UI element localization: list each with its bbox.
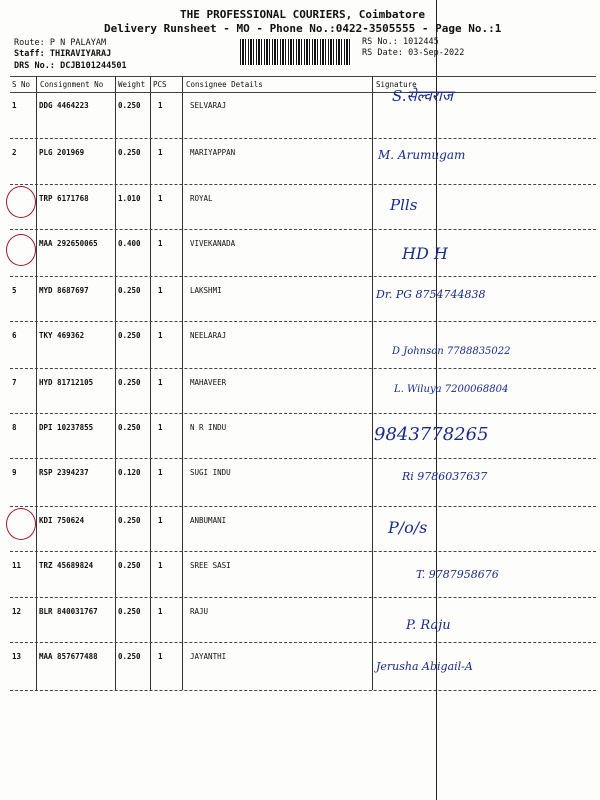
row-signature: P. Raju	[406, 618, 451, 633]
col-weight: Weight	[118, 80, 146, 89]
row-signature: M. Arumugam	[378, 148, 466, 162]
row-weight: 0.250	[118, 607, 141, 616]
table-top-rule	[10, 76, 596, 77]
row-consignment-no: MAA 292650065	[39, 239, 98, 248]
row-divider	[10, 229, 596, 230]
staff-value: THIRAVIYARAJ	[49, 49, 112, 59]
row-weight: 0.250	[118, 101, 141, 110]
row-pcs: 1	[158, 516, 163, 525]
row-weight: 0.250	[118, 378, 141, 387]
row-sno: 5	[12, 286, 17, 295]
table-header-rule	[10, 92, 596, 93]
barcode	[240, 39, 352, 65]
row-pcs: 1	[158, 607, 163, 616]
row-consignment-no: KDI 750624	[39, 516, 85, 525]
rs-no-value: 1012445	[402, 37, 439, 47]
row-consignee: VIVEKANADA	[190, 239, 236, 248]
row-weight: 0.250	[118, 561, 141, 570]
col-consignment: Consignment No	[40, 80, 104, 89]
row-signature: HD H	[402, 244, 448, 263]
row-consignment-no: TRP 6171768	[39, 194, 89, 203]
row-weight: 0.120	[118, 468, 141, 477]
row-pcs: 1	[158, 378, 163, 387]
pen-circle-mark	[6, 508, 36, 540]
col-consignee: Consignee Details	[186, 80, 263, 89]
drs-label: DRS No.:	[14, 61, 55, 71]
rs-date-label: RS Date:	[362, 48, 403, 58]
row-consignee: MARIYAPPAN	[190, 148, 236, 157]
table-bottom-rule	[10, 690, 596, 691]
drs-line	[14, 61, 127, 71]
row-consignment-no: PLG 201969	[39, 148, 85, 157]
route-line	[14, 38, 106, 48]
row-divider	[10, 276, 596, 277]
row-pcs: 1	[158, 561, 163, 570]
row-consignee: MAHAVEER	[190, 378, 227, 387]
row-pcs: 1	[158, 652, 163, 661]
row-consignment-no: RSP 2394237	[39, 468, 89, 477]
row-divider	[10, 642, 596, 643]
row-weight: 0.250	[118, 652, 141, 661]
staff-label: Staff:	[14, 49, 45, 59]
row-consignment-no: TRZ 45689824	[39, 561, 94, 570]
row-pcs: 1	[158, 148, 163, 157]
rs-date-line	[362, 48, 464, 58]
row-weight: 0.250	[118, 148, 141, 157]
rs-no-line	[362, 37, 439, 47]
col-pcs: PCS	[153, 80, 167, 89]
row-consignee: ROYAL	[190, 194, 213, 203]
col-signature: Signature	[376, 80, 417, 89]
row-consignee: RAJU	[190, 607, 209, 616]
row-consignment-no: HYD 81712105	[39, 378, 94, 387]
route-label: Route:	[14, 38, 45, 48]
row-sno: 1	[12, 101, 17, 110]
row-sno: 12	[12, 607, 22, 616]
rs-no-label: RS No.:	[362, 37, 398, 47]
row-divider	[10, 551, 596, 552]
row-signature: D Johnson 7788835022	[392, 346, 511, 357]
row-weight: 0.250	[118, 516, 141, 525]
row-consignee: NEELARAJ	[190, 331, 227, 340]
row-pcs: 1	[158, 101, 163, 110]
row-signature: 9843778265	[374, 424, 489, 445]
row-consignee: SUGI INDU	[190, 468, 231, 477]
row-pcs: 1	[158, 423, 163, 432]
row-signature: T. 9787958676	[416, 568, 499, 581]
vertical-fold-line	[436, 0, 437, 800]
row-consignment-no: BLR 840031767	[39, 607, 98, 616]
row-pcs: 1	[158, 286, 163, 295]
row-divider	[10, 138, 596, 139]
col-sno: S No	[12, 80, 31, 89]
row-consignee: N R INDU	[190, 423, 227, 432]
row-consignee: LAKSHMI	[190, 286, 222, 295]
row-sno: 2	[12, 148, 17, 157]
row-weight: 0.250	[118, 423, 141, 432]
pen-circle-mark	[6, 186, 36, 218]
row-sno: 9	[12, 468, 17, 477]
row-divider	[10, 506, 596, 507]
row-consignment-no: MYD 8687697	[39, 286, 89, 295]
row-signature: S.सेल्वराज	[392, 87, 453, 105]
row-weight: 0.250	[118, 331, 141, 340]
row-pcs: 1	[158, 468, 163, 477]
row-consignee: JAYANTHI	[190, 652, 227, 661]
row-consignment-no: DDG 4464223	[39, 101, 89, 110]
row-sno: 8	[12, 423, 17, 432]
row-signature: Dr. PG 8754744838	[376, 288, 486, 301]
row-signature: Ri 9786037637	[402, 470, 488, 483]
row-divider	[10, 184, 596, 185]
row-divider	[10, 321, 596, 322]
row-weight: 0.250	[118, 286, 141, 295]
row-pcs: 1	[158, 239, 163, 248]
company-title: THE PROFESSIONAL COURIERS, Coimbatore	[180, 8, 426, 21]
row-consignment-no: MAA 857677488	[39, 652, 98, 661]
staff-line	[14, 49, 111, 59]
row-sno: 6	[12, 331, 17, 340]
row-consignee: SREE SASI	[190, 561, 231, 570]
row-pcs: 1	[158, 194, 163, 203]
pen-circle-mark	[6, 234, 36, 266]
row-pcs: 1	[158, 331, 163, 340]
row-signature: Jerusha Abigail-A	[376, 660, 473, 673]
rs-date-value: 03-Sep-2022	[408, 48, 465, 58]
row-sno: 11	[12, 561, 22, 570]
drs-value: DCJB101244501	[60, 61, 127, 71]
row-signature: Plls	[390, 196, 418, 214]
row-consignee: SELVARAJ	[190, 101, 227, 110]
row-consignee: ANBUMANI	[190, 516, 227, 525]
row-signature: L. Wiluya 7200068804	[394, 384, 509, 395]
route-value: P N PALAYAM	[49, 38, 107, 48]
row-divider	[10, 368, 596, 369]
row-sno: 7	[12, 378, 17, 387]
row-consignment-no: TKY 469362	[39, 331, 85, 340]
row-divider	[10, 597, 596, 598]
row-sno: 13	[12, 652, 22, 661]
row-divider	[10, 458, 596, 459]
row-weight: 1.010	[118, 194, 141, 203]
row-signature: P/o/s	[388, 518, 428, 537]
row-consignment-no: DPI 10237855	[39, 423, 94, 432]
runsheet-subtitle: Delivery Runsheet - MO - Phone No.:0422-3505555 - Page No.:1	[104, 22, 502, 35]
row-divider	[10, 413, 596, 414]
row-weight: 0.400	[118, 239, 141, 248]
